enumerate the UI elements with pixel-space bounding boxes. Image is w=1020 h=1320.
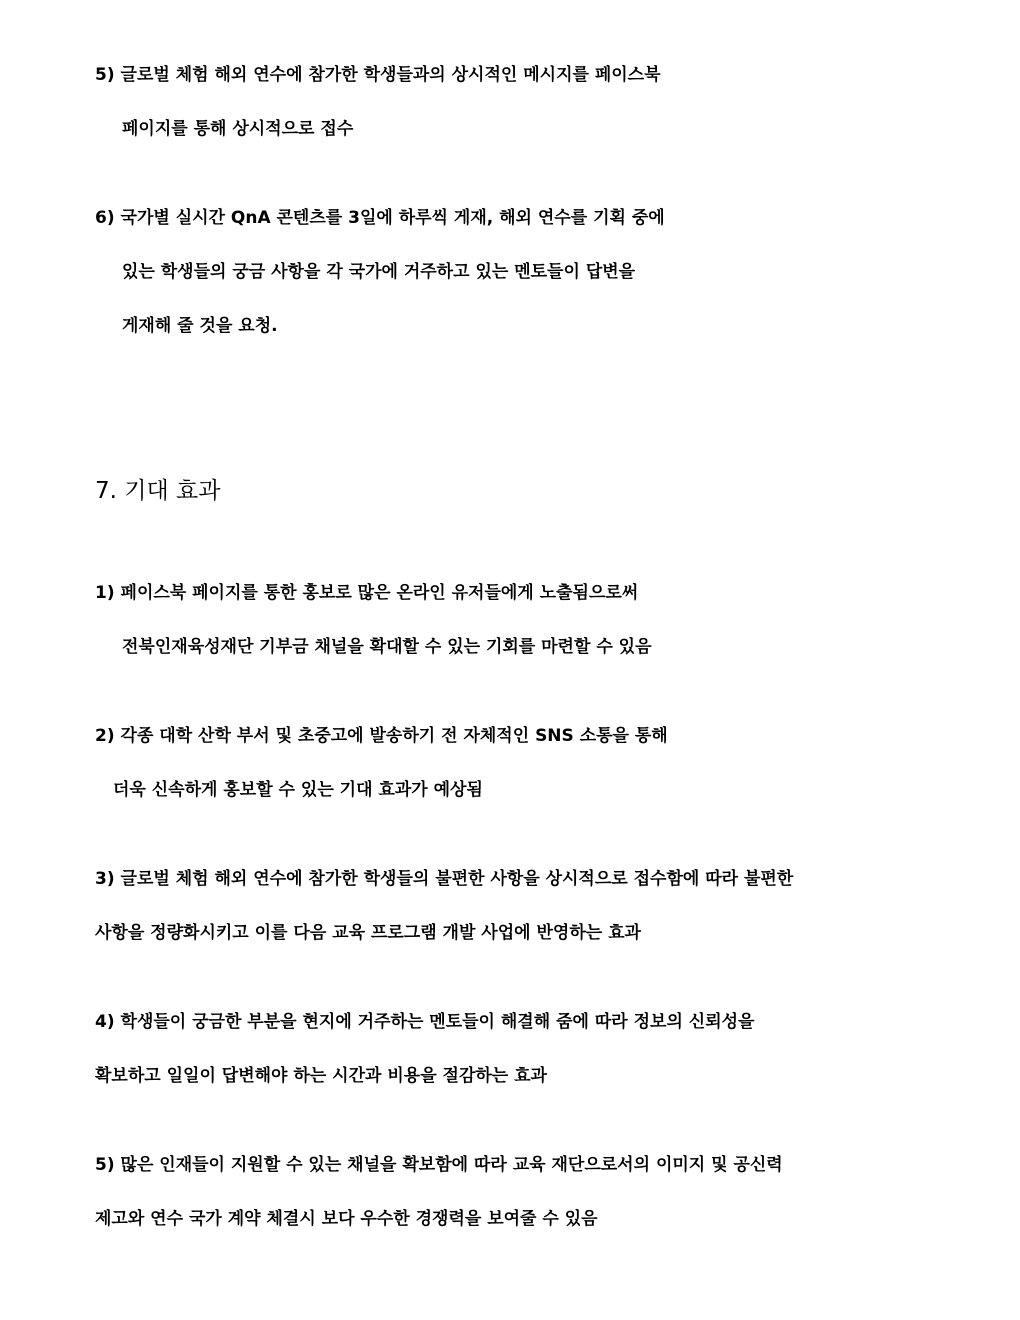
text-line: 사항을 정량화시키고 이를 다음 교육 프로그램 개발 사업에 반영하는 효과 [95, 923, 641, 943]
text-line: 제고와 연수 국가 계약 체결시 보다 우수한 경쟁력을 보여줄 수 있음 [95, 1209, 598, 1229]
text-line: 있는 학생들의 궁금 사항을 각 국가에 거주하고 있는 멘토들이 답변을 [122, 262, 636, 282]
text-line: 페이지를 통해 상시적으로 접수 [122, 119, 354, 139]
text-line: 3) 글로벌 체험 해외 연수에 참가한 학생들의 불편한 사항을 상시적으로 접수함에 따라 불편한 [95, 869, 794, 889]
text-line: 전북인재육성재단 기부금 채널을 확대할 수 있는 기회를 마련할 수 있음 [122, 637, 652, 657]
section-heading: 7. 기대 효과 [95, 478, 221, 504]
text-line: 확보하고 일일이 답변해야 하는 시간과 비용을 절감하는 효과 [95, 1066, 547, 1086]
text-line: 게재해 줄 것을 요청. [122, 316, 278, 336]
text-line: 1) 페이스북 페이지를 통한 홍보로 많은 온라인 유저들에게 노출됨으로써 [95, 583, 639, 603]
text-line: 5) 많은 인재들이 지원할 수 있는 채널을 확보함에 따라 교육 재단으로서의 이미지 및 공신력 [95, 1155, 783, 1175]
text-line: 2) 각종 대학 산학 부서 및 초중고에 발송하기 전 자체적인 SNS 소통을 통해 [95, 726, 668, 746]
text-line: 5) 글로벌 체험 해외 연수에 참가한 학생들과의 상시적인 메시지를 페이스북 [95, 65, 661, 85]
text-line: 4) 학생들이 궁금한 부분을 현지에 거주하는 멘토들이 해결해 줌에 따라 정보의 신뢰성을 [95, 1012, 755, 1032]
text-line: 더욱 신속하게 홍보할 수 있는 기대 효과가 예상됨 [113, 780, 483, 800]
text-line: 6) 국가별 실시간 QnA 콘텐츠를 3일에 하루씩 게재, 해외 연수를 기획 중에 [95, 208, 665, 228]
